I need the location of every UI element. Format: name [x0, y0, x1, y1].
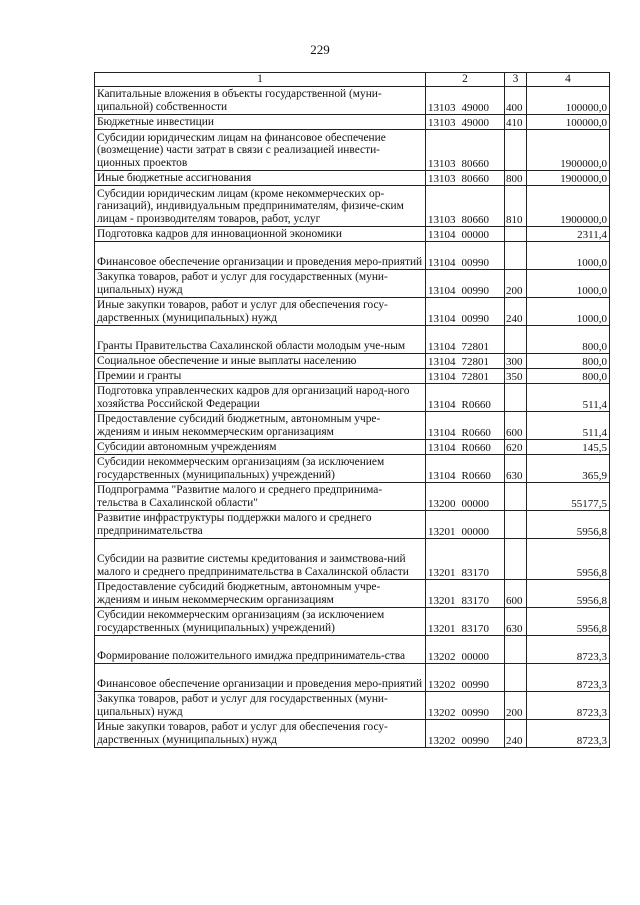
- code-direction: 00990: [461, 706, 489, 719]
- row-expense-type-cell: 200: [505, 692, 527, 720]
- row-expense-type-cell: [505, 539, 527, 580]
- row-code-cell: [426, 664, 505, 692]
- column-header: 1: [95, 73, 426, 87]
- row-name-cell: Капитальные вложения в объекты государственной (муни-ципальной) собственности: [95, 87, 426, 115]
- row-amount-cell: 1000,0: [527, 242, 610, 270]
- table-row: [95, 354, 610, 369]
- row-code-cell: [426, 608, 505, 636]
- row-name-cell: Развитие инфраструктуры поддержки малого и среднего предпринимательства: [95, 511, 426, 539]
- row-amount-cell: 8723,3: [527, 692, 610, 720]
- table-row: [95, 270, 610, 298]
- code-direction: 72801: [461, 340, 489, 353]
- page-number: 229: [310, 42, 330, 57]
- table-row: [95, 608, 610, 636]
- code-direction: 00990: [461, 678, 489, 691]
- table-row: [95, 171, 610, 186]
- row-amount-cell: 5956,8: [527, 608, 610, 636]
- budget-table: [94, 72, 610, 748]
- row-name-cell: Гранты Правительства Сахалинской области молодым уче-ным: [95, 326, 426, 354]
- code-program: 13200: [428, 497, 456, 510]
- row-name-cell: Закупка товаров, работ и услуг для государственных (муни-ципальных) нужд: [95, 692, 426, 720]
- row-name-cell: Субсидии автономным учреждениям: [95, 440, 426, 455]
- row-code-cell: [426, 539, 505, 580]
- row-expense-type-cell: 410: [505, 115, 527, 130]
- table-row: [95, 242, 610, 270]
- row-name-cell: Премии и гранты: [95, 369, 426, 384]
- row-name-cell: Предоставление субсидий бюджетным, автономным учре-ждениям и иным некоммерческим организациям: [95, 580, 426, 608]
- code-program: 13103: [428, 116, 456, 129]
- row-amount-cell: 145,5: [527, 440, 610, 455]
- row-amount-cell: 8723,3: [527, 636, 610, 664]
- code-program: 13104: [428, 469, 456, 482]
- row-amount-cell: 5956,8: [527, 511, 610, 539]
- row-amount-cell: 55177,5: [527, 483, 610, 511]
- code-direction: 80660: [461, 172, 489, 185]
- row-amount-cell: 5956,8: [527, 580, 610, 608]
- row-expense-type-cell: [505, 227, 527, 242]
- row-expense-type-cell: [505, 326, 527, 354]
- column-header: 3: [505, 73, 527, 87]
- row-expense-type-cell: [505, 242, 527, 270]
- code-program: 13201: [428, 622, 456, 635]
- code-program: 13103: [428, 157, 456, 170]
- row-expense-type-cell: 300: [505, 354, 527, 369]
- table-row: [95, 227, 610, 242]
- code-program: 13104: [428, 340, 456, 353]
- code-program: 13104: [428, 228, 456, 241]
- row-amount-cell: 5956,8: [527, 539, 610, 580]
- code-direction: R0660: [461, 398, 491, 411]
- code-direction: 00000: [461, 228, 489, 241]
- row-name-cell: Подготовка управленческих кадров для организаций народ-ного хозяйства Российской Федерации: [95, 384, 426, 412]
- code-program: 13104: [428, 370, 456, 383]
- code-direction: 00990: [461, 256, 489, 269]
- row-expense-type-cell: 200: [505, 270, 527, 298]
- code-program: 13104: [428, 256, 456, 269]
- row-code-cell: [426, 720, 505, 748]
- code-direction: 00990: [461, 284, 489, 297]
- row-name-cell: Субсидии юридическим лицам на финансовое обеспечение (возмещение) части затрат в связи с реализацией инвести-ционных проектов: [95, 130, 426, 171]
- row-amount-cell: 511,4: [527, 412, 610, 440]
- code-direction: 00000: [461, 650, 489, 663]
- code-direction: 00000: [461, 525, 489, 538]
- row-code-cell: [426, 130, 505, 171]
- row-code-cell: [426, 242, 505, 270]
- row-amount-cell: 800,0: [527, 326, 610, 354]
- row-expense-type-cell: 630: [505, 455, 527, 483]
- code-direction: R0660: [461, 426, 491, 439]
- table-row: [95, 298, 610, 326]
- row-name-cell: Иные закупки товаров, работ и услуг для обеспечения госу-дарственных (муниципальных) нужд: [95, 298, 426, 326]
- row-code-cell: [426, 186, 505, 227]
- row-name-cell: Субсидии юридическим лицам (кроме некоммерческих ор-ганизаций), индивидуальным предпринимателям, физиче-ским лицам - производителям товаров, работ, услуг: [95, 186, 426, 227]
- row-amount-cell: 1900000,0: [527, 186, 610, 227]
- code-program: 13202: [428, 734, 456, 747]
- row-expense-type-cell: 350: [505, 369, 527, 384]
- row-name-cell: Бюджетные инвестиции: [95, 115, 426, 130]
- code-program: 13201: [428, 594, 456, 607]
- code-direction: 80660: [461, 157, 489, 170]
- row-name-cell: Субсидии некоммерческим организациям (за исключением государственных (муниципальных) учреждений): [95, 608, 426, 636]
- table-row: [95, 664, 610, 692]
- code-program: 13103: [428, 213, 456, 226]
- row-code-cell: [426, 270, 505, 298]
- row-expense-type-cell: 600: [505, 412, 527, 440]
- code-program: 13201: [428, 525, 456, 538]
- row-name-cell: Подготовка кадров для инновационной экономики: [95, 227, 426, 242]
- row-amount-cell: 800,0: [527, 369, 610, 384]
- row-name-cell: Формирование положительного имиджа предприниматель-ства: [95, 636, 426, 664]
- code-direction: 00000: [461, 497, 489, 510]
- table-row: [95, 115, 610, 130]
- row-expense-type-cell: [505, 483, 527, 511]
- code-direction: 80660: [461, 213, 489, 226]
- column-header: 2: [426, 73, 505, 87]
- row-code-cell: [426, 692, 505, 720]
- code-direction: 83170: [461, 622, 489, 635]
- code-direction: 83170: [461, 566, 489, 579]
- row-code-cell: [426, 354, 505, 369]
- row-code-cell: [426, 511, 505, 539]
- code-program: 13103: [428, 172, 456, 185]
- table-row: [95, 539, 610, 580]
- row-code-cell: [426, 326, 505, 354]
- code-direction: 49000: [461, 101, 489, 114]
- row-expense-type-cell: 620: [505, 440, 527, 455]
- row-expense-type-cell: 810: [505, 186, 527, 227]
- row-amount-cell: 800,0: [527, 354, 610, 369]
- table-row: [95, 720, 610, 748]
- row-expense-type-cell: [505, 511, 527, 539]
- table-header-row: [95, 73, 610, 87]
- table-row: [95, 326, 610, 354]
- row-amount-cell: 1900000,0: [527, 130, 610, 171]
- table-row: [95, 369, 610, 384]
- row-expense-type-cell: [505, 384, 527, 412]
- row-amount-cell: 100000,0: [527, 87, 610, 115]
- code-direction: 72801: [461, 355, 489, 368]
- table-row: [95, 384, 610, 412]
- row-name-cell: Иные бюджетные ассигнования: [95, 171, 426, 186]
- row-amount-cell: 511,4: [527, 384, 610, 412]
- row-amount-cell: 1000,0: [527, 270, 610, 298]
- row-expense-type-cell: 240: [505, 298, 527, 326]
- code-direction: 72801: [461, 370, 489, 383]
- row-code-cell: [426, 227, 505, 242]
- code-program: 13104: [428, 312, 456, 325]
- code-program: 13104: [428, 284, 456, 297]
- row-code-cell: [426, 440, 505, 455]
- code-program: 13104: [428, 355, 456, 368]
- code-direction: 83170: [461, 594, 489, 607]
- code-direction: 00990: [461, 734, 489, 747]
- table-row: [95, 580, 610, 608]
- row-code-cell: [426, 384, 505, 412]
- row-name-cell: Закупка товаров, работ и услуг для государственных (муни-ципальных) нужд: [95, 270, 426, 298]
- row-expense-type-cell: [505, 130, 527, 171]
- code-direction: R0660: [461, 441, 491, 454]
- row-code-cell: [426, 412, 505, 440]
- code-program: 13103: [428, 101, 456, 114]
- row-expense-type-cell: 800: [505, 171, 527, 186]
- row-amount-cell: 1900000,0: [527, 171, 610, 186]
- row-expense-type-cell: [505, 664, 527, 692]
- row-name-cell: Субсидии некоммерческим организациям (за исключением государственных (муниципальных) учреждений): [95, 455, 426, 483]
- row-name-cell: Социальное обеспечение и иные выплаты населению: [95, 354, 426, 369]
- code-direction: 00990: [461, 312, 489, 325]
- row-code-cell: [426, 115, 505, 130]
- code-direction: 49000: [461, 116, 489, 129]
- row-code-cell: [426, 483, 505, 511]
- row-amount-cell: 8723,3: [527, 720, 610, 748]
- code-direction: R0660: [461, 469, 491, 482]
- table-row: [95, 483, 610, 511]
- row-expense-type-cell: 630: [505, 608, 527, 636]
- table-row: [95, 87, 610, 115]
- code-program: 13201: [428, 566, 456, 579]
- row-name-cell: Финансовое обеспечение организации и проведения меро-приятий: [95, 664, 426, 692]
- row-name-cell: Финансовое обеспечение организации и проведения меро-приятий: [95, 242, 426, 270]
- row-amount-cell: 100000,0: [527, 115, 610, 130]
- row-code-cell: [426, 455, 505, 483]
- row-code-cell: [426, 171, 505, 186]
- row-name-cell: Предоставление субсидий бюджетным, автономным учре-ждениям и иным некоммерческим организациям: [95, 412, 426, 440]
- row-code-cell: [426, 580, 505, 608]
- row-amount-cell: 8723,3: [527, 664, 610, 692]
- code-program: 13104: [428, 441, 456, 454]
- row-code-cell: [426, 298, 505, 326]
- code-program: 13202: [428, 706, 456, 719]
- table-row: [95, 130, 610, 171]
- row-expense-type-cell: 600: [505, 580, 527, 608]
- table-row: [95, 186, 610, 227]
- row-code-cell: [426, 636, 505, 664]
- row-name-cell: Подпрограмма "Развитие малого и среднего предпринима-тельства в Сахалинской области": [95, 483, 426, 511]
- table-row: [95, 440, 610, 455]
- row-name-cell: Субсидии на развитие системы кредитования и заимствова-ний малого и среднего предпринимательства в Сахалинской области: [95, 539, 426, 580]
- column-header: 4: [527, 73, 610, 87]
- row-expense-type-cell: 240: [505, 720, 527, 748]
- row-name-cell: Иные закупки товаров, работ и услуг для обеспечения госу-дарственных (муниципальных) нужд: [95, 720, 426, 748]
- table-row: [95, 455, 610, 483]
- row-expense-type-cell: 400: [505, 87, 527, 115]
- code-program: 13202: [428, 678, 456, 691]
- code-program: 13104: [428, 398, 456, 411]
- row-code-cell: [426, 369, 505, 384]
- row-code-cell: [426, 87, 505, 115]
- row-amount-cell: 1000,0: [527, 298, 610, 326]
- table-row: [95, 636, 610, 664]
- row-amount-cell: 2311,4: [527, 227, 610, 242]
- table-row: [95, 511, 610, 539]
- table-row: [95, 412, 610, 440]
- table-row: [95, 692, 610, 720]
- row-amount-cell: 365,9: [527, 455, 610, 483]
- row-expense-type-cell: [505, 636, 527, 664]
- code-program: 13104: [428, 426, 456, 439]
- code-program: 13202: [428, 650, 456, 663]
